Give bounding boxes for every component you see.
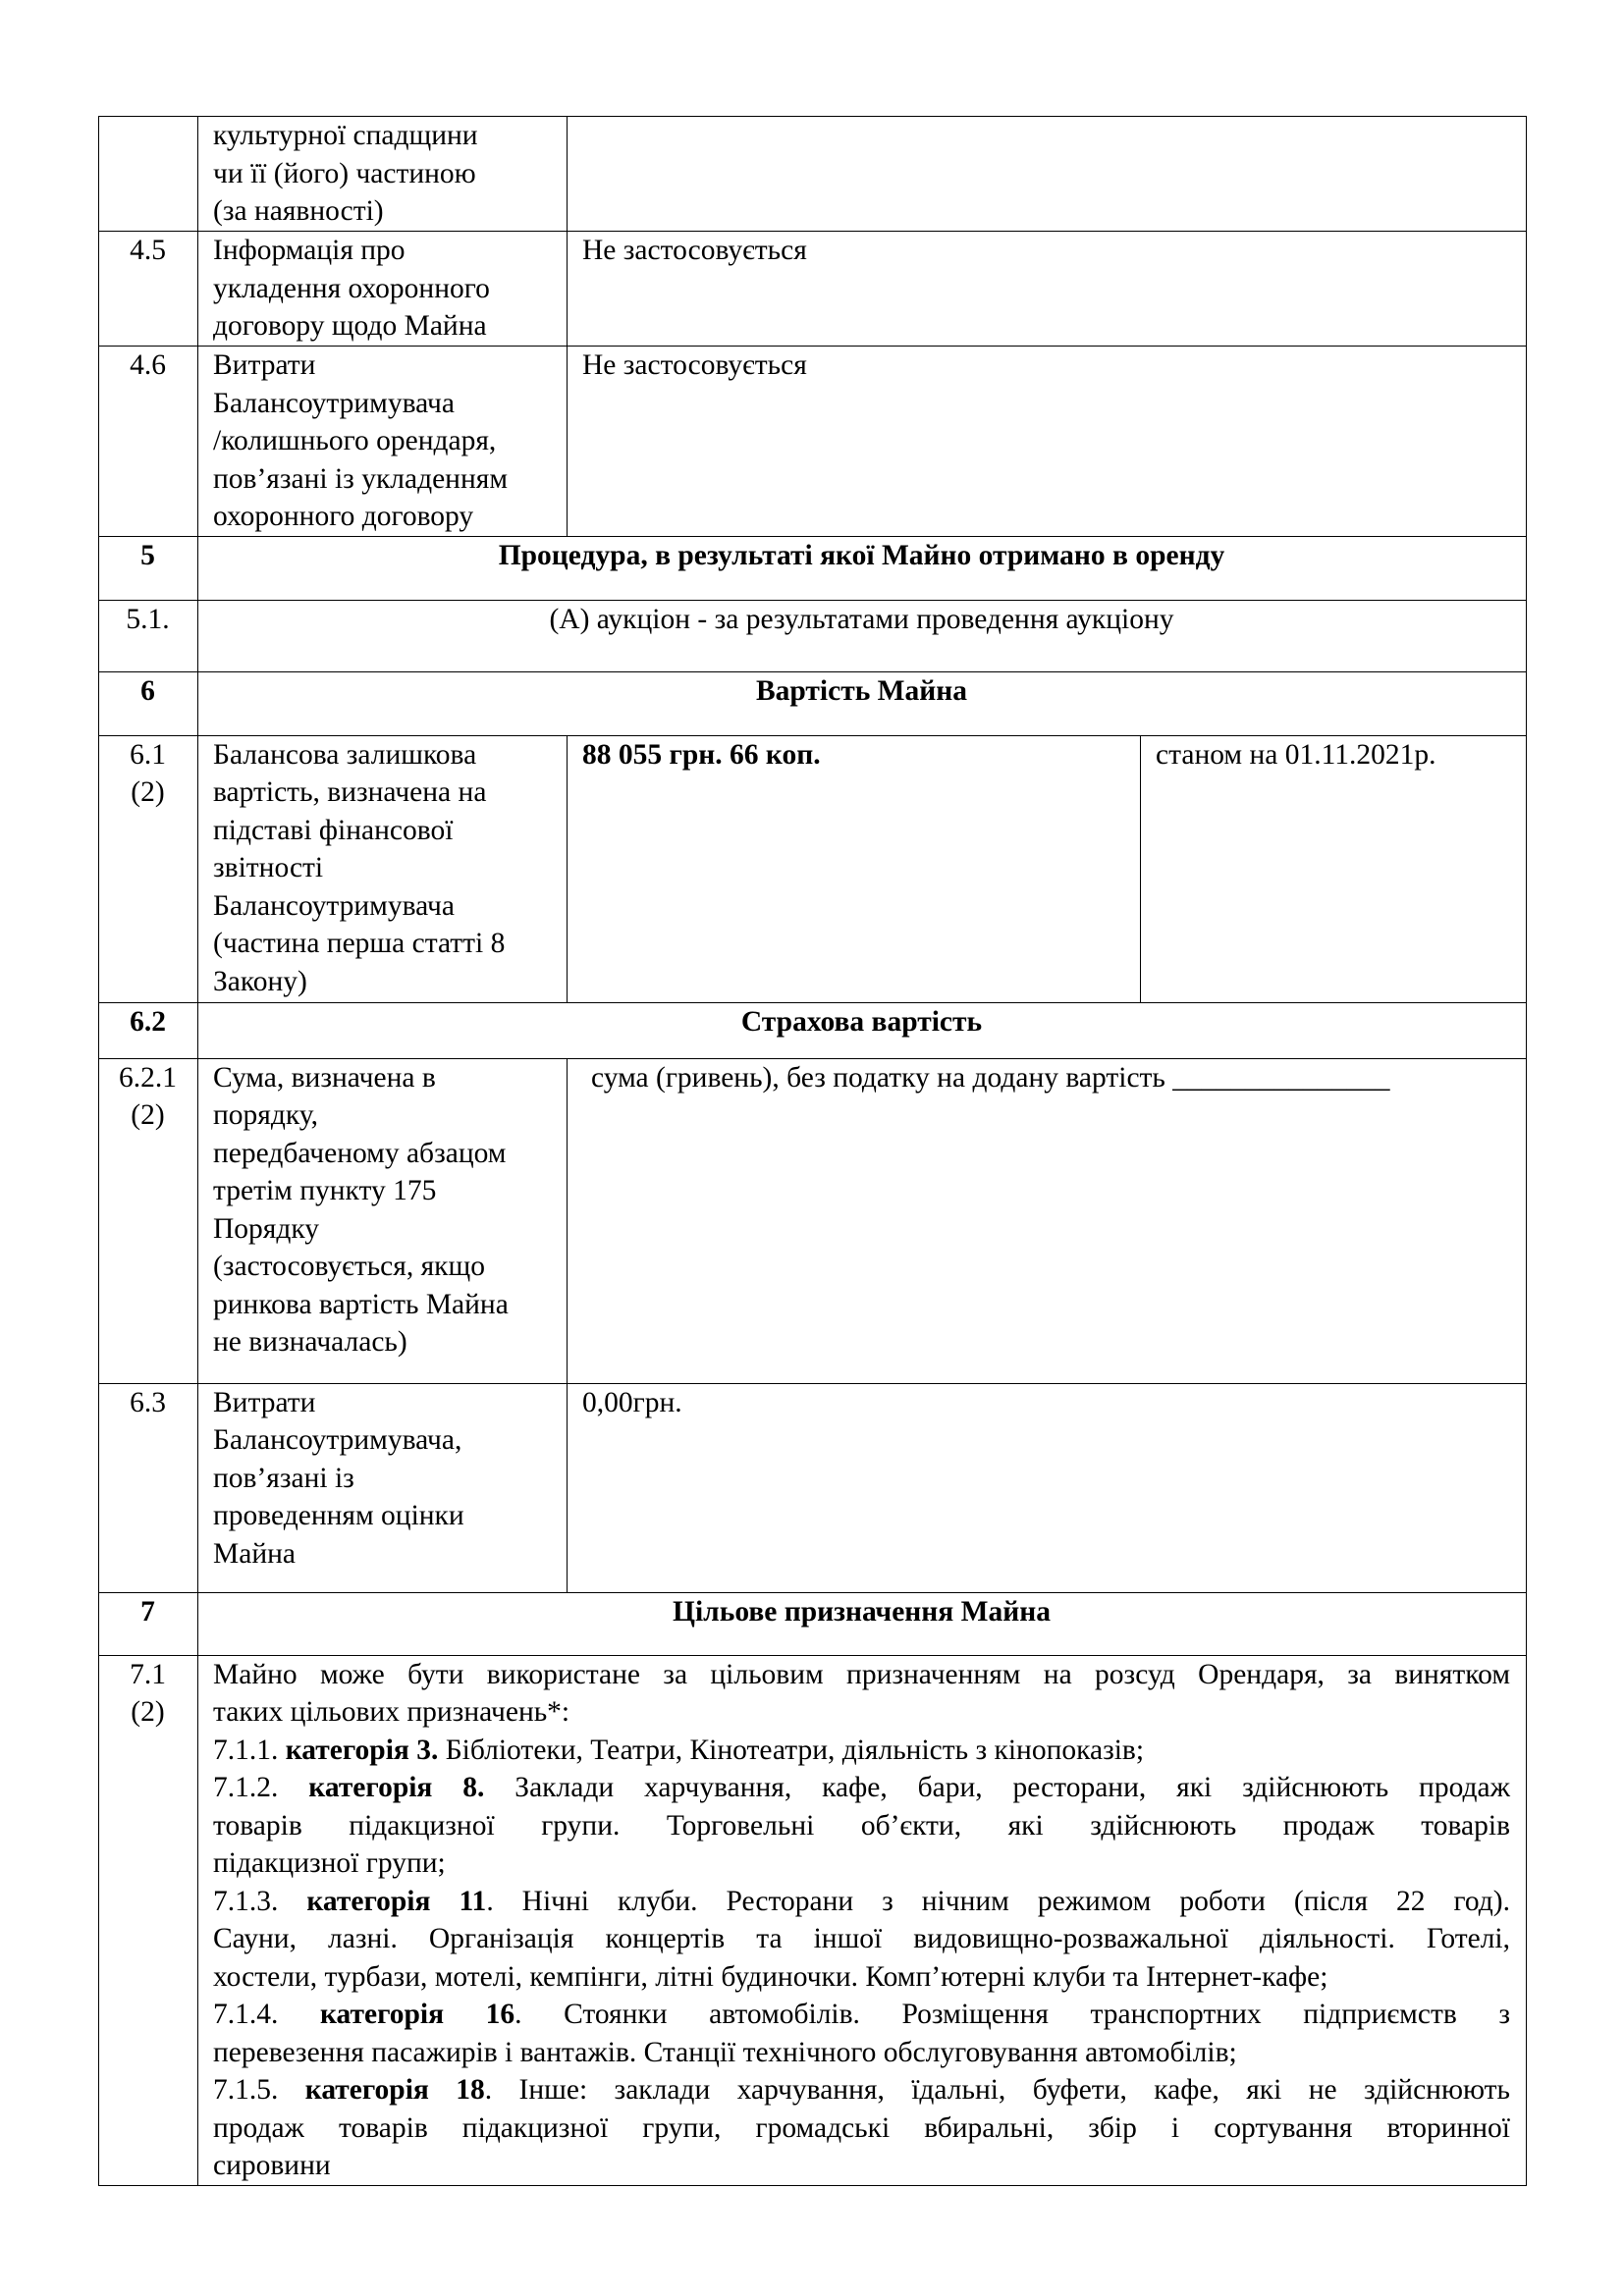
row-value	[568, 117, 1527, 232]
table-row	[99, 117, 1527, 232]
exclusion-item: 7.1.4. категорія 16. Стоянки автомобілів. Розміщення транспортних підприємств з	[213, 1999, 1510, 2030]
section-header-row	[99, 1002, 1527, 1058]
section-number: 7	[99, 1592, 198, 1655]
row-label	[198, 117, 568, 232]
row-number	[99, 1058, 198, 1383]
section-number: 6.2	[99, 1002, 198, 1058]
label-line: Майна	[213, 1537, 296, 1570]
section-title: Страхова вартість	[198, 1002, 1527, 1058]
label-line: ринкова вартість Майна	[213, 1288, 509, 1320]
row-value: (А) аукціон - за результатами проведення аукціону	[198, 600, 1527, 671]
exclusion-item: 7.1.5. категорія 18. Інше: заклади харчування, їдальні, буфети, кафе, які не здійснюють	[213, 2074, 1510, 2106]
section-title: Цільове призначення Майна	[198, 1592, 1527, 1655]
number-line: (2)	[131, 1099, 165, 1131]
table-row	[99, 600, 1527, 671]
label-line: охоронного договору	[213, 501, 474, 532]
row-number	[99, 117, 198, 232]
row-number: 4.6	[99, 347, 198, 537]
table-row	[99, 1655, 1527, 2185]
exclusion-item: 7.1.2. категорія 8. Заклади харчування, кафе, бари, ресторани, які здійснюють продаж	[213, 1772, 1510, 1803]
row-label	[198, 735, 568, 1002]
label-line: вартість, визначена на	[213, 776, 487, 808]
exclusion-item-line: Сауни, лазні. Організація концертів та іншої видовищно-розважальної діяльності. Готелі,	[213, 1923, 1510, 1954]
row-label	[198, 1383, 568, 1592]
number-line: 7.1	[130, 1658, 166, 1690]
row-label	[198, 1058, 568, 1383]
label-line: підставі фінансової	[213, 814, 454, 846]
section-header-row	[99, 536, 1527, 600]
row-number	[99, 735, 198, 1002]
row-number: 4.5	[99, 232, 198, 347]
label-line: Сума, визначена в	[213, 1061, 436, 1094]
label-line: Балансоутримувача,	[213, 1424, 462, 1456]
exclusion-item-line: підакцизної групи;	[213, 1847, 446, 1879]
label-line: Закону)	[213, 965, 307, 997]
label-line: проведенням оцінки	[213, 1500, 464, 1531]
label-line: пов’язані із	[213, 1462, 354, 1494]
row-value: Не застосовується	[568, 232, 1527, 347]
label-line: /колишнього орендаря,	[213, 425, 497, 456]
label-line: укладення охоронного	[213, 272, 490, 304]
table-row	[99, 347, 1527, 537]
row-number: 5.1.	[99, 600, 198, 671]
row-value: сума (гривень), без податку на додану вартість _______________	[568, 1058, 1527, 1383]
label-line: порядку,	[213, 1099, 318, 1131]
label-line: передбаченому абзацом	[213, 1137, 507, 1169]
label-line: Витрати	[213, 349, 316, 381]
section-title: Процедура, в результаті якої Майно отримано в оренду	[198, 536, 1527, 600]
table-row	[99, 232, 1527, 347]
row-label	[198, 347, 568, 537]
row-value: 0,00грн.	[568, 1383, 1527, 1592]
document-table	[98, 116, 1527, 2186]
intro-line: Майно може бути використане за цільовим призначенням на розсуд Орендаря, за винятком	[213, 1658, 1510, 1690]
label-line: чи її (його) частиною	[213, 157, 476, 189]
exclusion-item-line: сировини	[213, 2150, 331, 2181]
exclusion-item-line: продаж товарів підакцизної групи, громадські вбиральні, збір і сортування вторинної	[213, 2111, 1510, 2144]
label-line: Балансоутримувача	[213, 387, 455, 419]
number-line: (2)	[131, 776, 165, 808]
table-row	[99, 1383, 1527, 1592]
label-line: не визначалась)	[213, 1326, 407, 1358]
label-line: культурної спадщини	[213, 120, 478, 151]
section-number: 6	[99, 671, 198, 735]
label-line: третім пункту 175	[213, 1175, 437, 1206]
label-line: (за наявності)	[213, 195, 384, 227]
section-number: 5	[99, 536, 198, 600]
table-row	[99, 735, 1527, 1002]
number-line: 6.1	[130, 738, 166, 771]
section-title: Вартість Майна	[198, 671, 1527, 735]
table-row	[99, 1058, 1527, 1383]
value-date: станом на 01.11.2021р.	[1141, 735, 1527, 1002]
label-line: пов’язані із укладенням	[213, 462, 508, 495]
label-line: Порядку	[213, 1212, 320, 1245]
intro-line: таких цільових призначень*:	[213, 1696, 570, 1728]
exclusion-item-line: товарів підакцизної групи. Торговельні об’єкти, які здійснюють продаж товарів	[213, 1809, 1510, 1842]
balance-value: 88 055 грн. 66 коп.	[568, 735, 1141, 1002]
label-line: (застосовується, якщо	[213, 1251, 485, 1282]
row-number: 6.3	[99, 1383, 198, 1592]
row-value: Не застосовується	[568, 347, 1527, 537]
label-line: договору щодо Майна	[213, 310, 487, 342]
label-line: звітності	[213, 852, 324, 883]
label-line: (частина перша статті 8	[213, 928, 506, 959]
row-label	[198, 232, 568, 347]
label-line: Інформація про	[213, 235, 406, 266]
label-line: Балансоутримувача	[213, 889, 455, 922]
number-line: 6.2.1	[119, 1061, 177, 1094]
purpose-exclusions	[198, 1655, 1527, 2185]
section-header-row	[99, 671, 1527, 735]
section-header-row	[99, 1592, 1527, 1655]
label-line: Витрати	[213, 1386, 316, 1418]
exclusion-item-line: перевезення пасажирів і вантажів. Станції технічного обслуговування автомобілів;	[213, 2036, 1237, 2068]
exclusion-item-line: хостели, турбази, мотелі, кемпінги, літні будиночки. Комп’ютерні клуби та Інтернет-кафе;	[213, 1960, 1328, 1993]
number-line: (2)	[131, 1696, 165, 1728]
label-line: Балансова залишкова	[213, 738, 477, 771]
exclusion-item: 7.1.1. категорія 3. Бібліотеки, Театри, Кінотеатри, діяльність з кінопоказів;	[213, 1734, 1145, 1766]
exclusion-item: 7.1.3. категорія 11. Нічні клуби. Ресторани з нічним режимом роботи (після 22 год).	[213, 1885, 1510, 1917]
row-number	[99, 1655, 198, 2185]
